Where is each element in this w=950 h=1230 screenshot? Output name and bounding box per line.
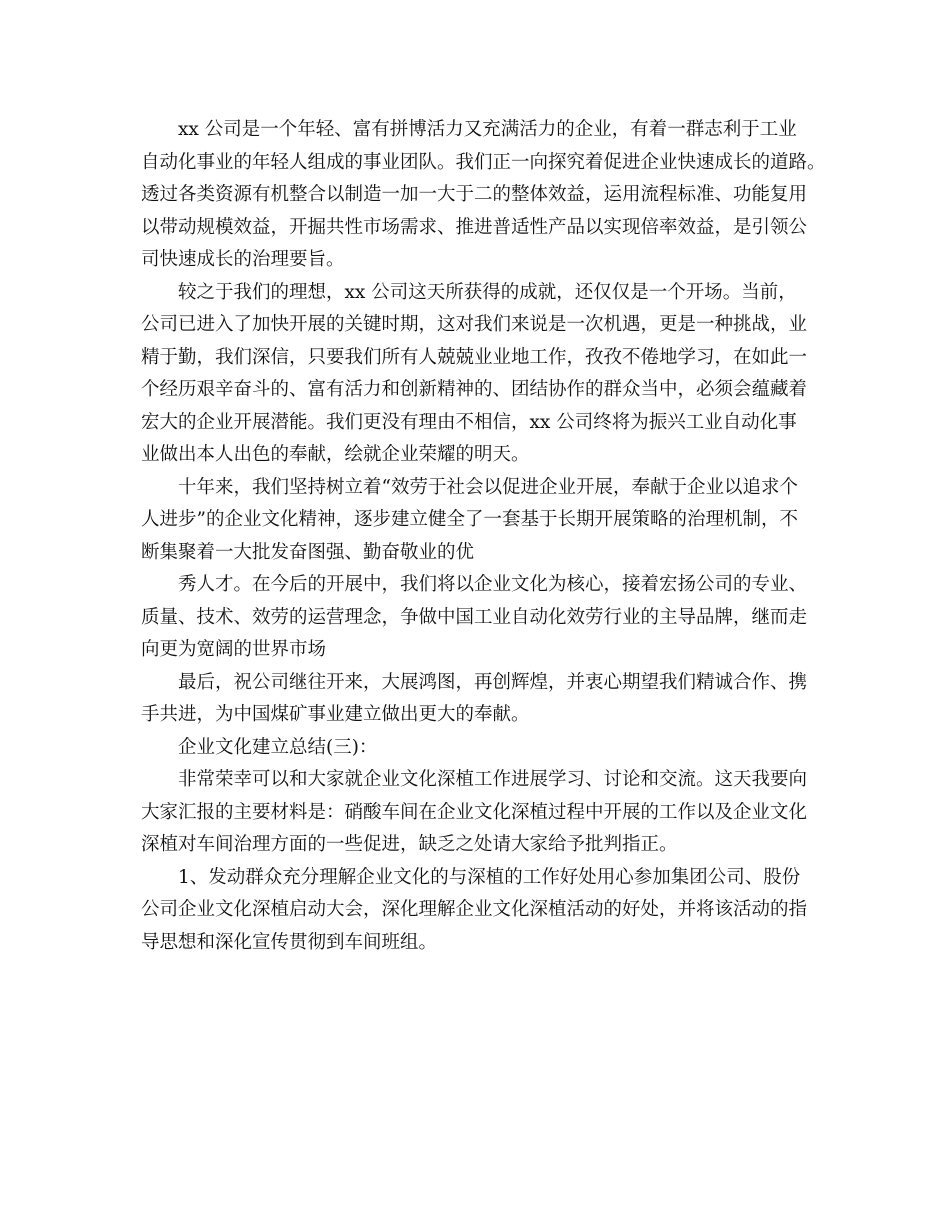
- text-line: 公司企业文化深植启动大会，深化理解企业文化深植活动的好处，并将该活动的指: [141, 899, 808, 920]
- text-line: 精于勤，我们深信，只要我们所有人兢兢业业地工作，孜孜不倦地学习，在如此一: [141, 346, 808, 368]
- text-line: 司快速成长的治理要旨。: [141, 249, 345, 270]
- text-line: 较之于我们的理想，xx 公司这天所获得的成就，还仅仅是一个开场。当前，: [178, 281, 797, 303]
- text-line: 以带动规模效益，开掘共性市场需求、推进普适性产品以实现倍率效益，是引领公: [141, 216, 808, 238]
- text-line: 导思想和深化宣传贯彻到车间班组。: [141, 931, 438, 953]
- text-line: 人进步”的企业文化精神，逐步建立健全了一套基于长期开展策略的治理机制，不: [141, 509, 798, 530]
- text-line: 大家汇报的主要材料是：硝酸车间在企业文化深植过程中开展的工作以及企业文化: [141, 801, 808, 823]
- text-line: 最后，祝公司继往开来，大展鸿图，再创辉煌，并衷心期望我们精诚合作、携: [178, 671, 808, 693]
- text-line: 企业文化建立总结(三)：: [178, 736, 378, 758]
- text-line: 透过各类资源有机整合以制造一加一大于二的整体效益，运用流程标准、功能复用: [141, 184, 808, 205]
- text-line: 宏大的企业开展潜能。我们更没有理由不相信，xx 公司终将为振兴工业自动化事: [141, 411, 797, 433]
- text-line: 质量、技术、效劳的运营理念，争做中国工业自动化效劳行业的主导品牌，继而走: [141, 606, 808, 628]
- text-line: 个经历艰辛奋斗的、富有活力和创新精神的、团结协作的群众当中，必须会蕴藏着: [141, 379, 808, 400]
- text-line: 深植对车间治理方面的一些促进，缺乏之处请大家给予批判指正。: [141, 834, 678, 855]
- text-line: 手共进，为中国煤矿事业建立做出更大的奉献。: [141, 704, 530, 725]
- text-line: 非常荣幸可以和大家就企业文化深植工作进展学习、讨论和交流。这天我要向: [178, 769, 808, 790]
- document-body: [141, 114, 826, 959]
- text-line: 公司已进入了加快开展的关键时期，这对我们来说是一次机遇，更是一种挑战，业: [141, 314, 808, 335]
- text-line: 断集聚着一大批发奋图强、勤奋敬业的优: [141, 541, 475, 563]
- text-line: 十年来，我们坚持树立着“效劳于社会以促进企业开展，奉献于企业以追求个: [178, 476, 798, 498]
- text-line: 业做出本人出色的奉献，绘就企业荣耀的明天。: [141, 444, 530, 465]
- text-line: xx 公司是一个年轻、富有拼博活力又充满活力的企业，有着一群志利于工业: [178, 119, 797, 140]
- text-line: 自动化事业的年轻人组成的事业团队。我们正一向探究着促进企业快速成长的道路。: [141, 151, 826, 173]
- text-line: 向更为宽阔的世界市场: [141, 639, 327, 660]
- text-line: 秀人才。在今后的开展中，我们将以企业文化为核心，接着宏扬公司的专业、: [178, 574, 808, 595]
- text-line: 1、发动群众充分理解企业文化的与深植的工作好处用心参加集团公司、股份: [178, 866, 801, 888]
